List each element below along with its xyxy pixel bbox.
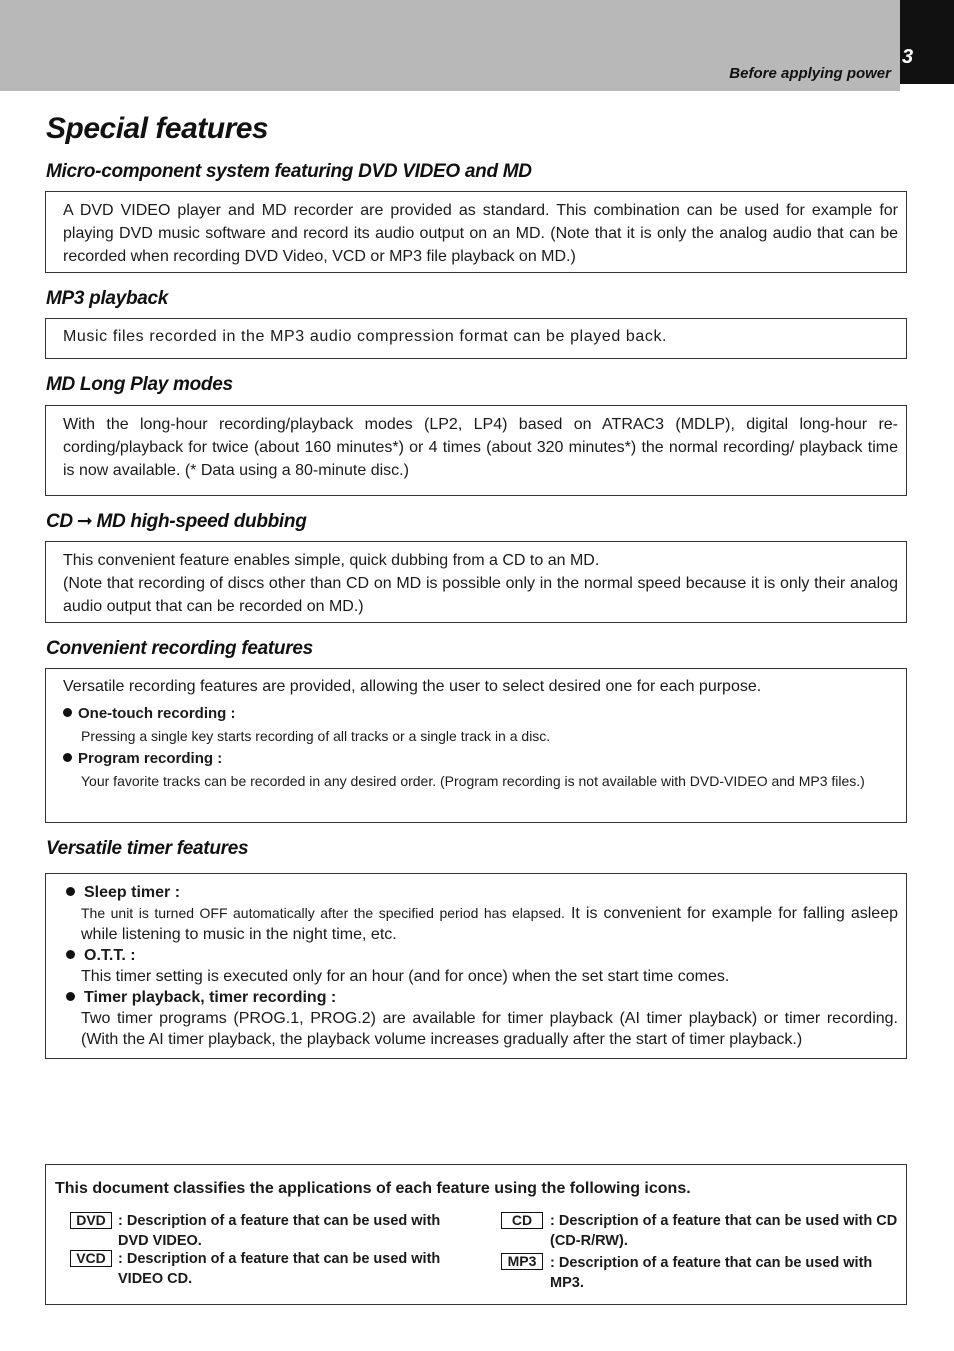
box-legend [45,1164,907,1305]
text-timer-playback: Two timer programs (PROG.1, PROG.2) are available for timer playback (AI timer playback) or timer recording. (With the AI timer playback, the playback volume increases gradually after the start of timer playback.) [81,1010,898,1048]
tag-cd-icon: CD [501,1212,543,1229]
label-timer-playback: Timer playback, timer recording : [63,987,898,1008]
heading-dubbing [46,510,307,533]
text-long-play: With the long-hour recording/playback modes (LP2, LP4) based on ATRAC3 (MDLP), digital long-hour re-cording/playback for twice (about 160 minutes*) or 4 times (about 320 minutes*) the normal recording/ playback time is now available. (* Data using a 80-minute disc.) [63,416,898,479]
box-long-play [45,405,907,496]
text-dubbing-1: This convenient feature enables simple, quick dubbing from a CD to an MD. [63,552,600,569]
box-dubbing [45,541,907,623]
text-recording-intro: Versatile recording features are provided, allowing the user to select desired one for each purpose. [63,678,762,695]
box-dvd-md [45,191,907,273]
tag-dvd-icon: DVD [70,1212,112,1229]
text-ott: This timer setting is executed only for an hour (and for once) when the set start time comes. [81,968,730,985]
heading-timer: Versatile timer features [46,838,249,859]
box-mp3 [45,318,907,359]
arrow-right-icon: ➞ [76,511,93,532]
text-dubbing-2: (Note that recording of discs other than CD on MD is possible only in the normal speed because it is only their analog audio output that can be recorded on MD.) [63,575,898,615]
label-program: Program recording : [63,748,898,770]
text-mp3: Music files recorded in the MP3 audio compression format can be played back. [63,328,668,345]
text-sleep-timer: The unit is turned OFF automatically after the specified period has elapsed. It is convenient for example for falling asleep while listening to music in the night time, etc. [81,905,898,943]
page-title: Special features [46,112,269,145]
bullet-icon [66,950,75,959]
heading-recording: Convenient recording features [46,638,313,659]
legend-intro: This document classifies the applications of each feature using the following icons. [55,1180,691,1197]
running-head: Before applying power [729,65,891,82]
bullet-icon [63,753,72,762]
label-one-touch: One-touch recording : [63,703,898,725]
heading-dubbing-cd: CD [46,511,73,532]
bullet-icon [66,992,75,1001]
box-timer [45,873,907,1059]
heading-long-play: MD Long Play modes [46,374,233,395]
heading-dubbing-md: MD high-speed dubbing [96,511,307,532]
legend-item-dvd: : Description of a feature that can be used with DVD VIDEO. [118,1213,441,1249]
tag-mp3-icon: MP3 [501,1253,543,1270]
text-program: Your favorite tracks can be recorded in any desired order. (Program recording is not available with DVD-VIDEO and MP3 files.) [81,773,865,789]
text-dvd-md: A DVD VIDEO player and MD recorder are provided as standard. This combination can be used for example for playing DVD music software and record its audio output on an MD. (Note that it is only the analog audio that can be recorded when recording DVD Video, VCD or MP3 file playback on MD.) [63,202,898,265]
heading-mp3: MP3 playback [46,288,169,309]
legend-item-cd: : Description of a feature that can be used with CD (CD-R/RW). [550,1213,898,1249]
legend-item-mp3: : Description of a feature that can be used with MP3. [550,1255,873,1291]
bullet-icon [63,708,72,717]
label-ott: O.T.T. : [63,945,898,966]
box-recording [45,668,907,823]
label-sleep-timer: Sleep timer : [63,882,898,903]
bullet-icon [66,887,75,896]
page-number-box [900,0,954,84]
text-one-touch: Pressing a single key starts recording of all tracks or a single track in a disc. [81,728,551,744]
heading-dvd-md: Micro-component system featuring DVD VIDEO and MD [46,161,532,182]
tag-vcd-icon: VCD [70,1250,112,1267]
legend-item-vcd: : Description of a feature that can be used with VIDEO CD. [118,1251,441,1287]
page-number: 3 [902,46,914,68]
